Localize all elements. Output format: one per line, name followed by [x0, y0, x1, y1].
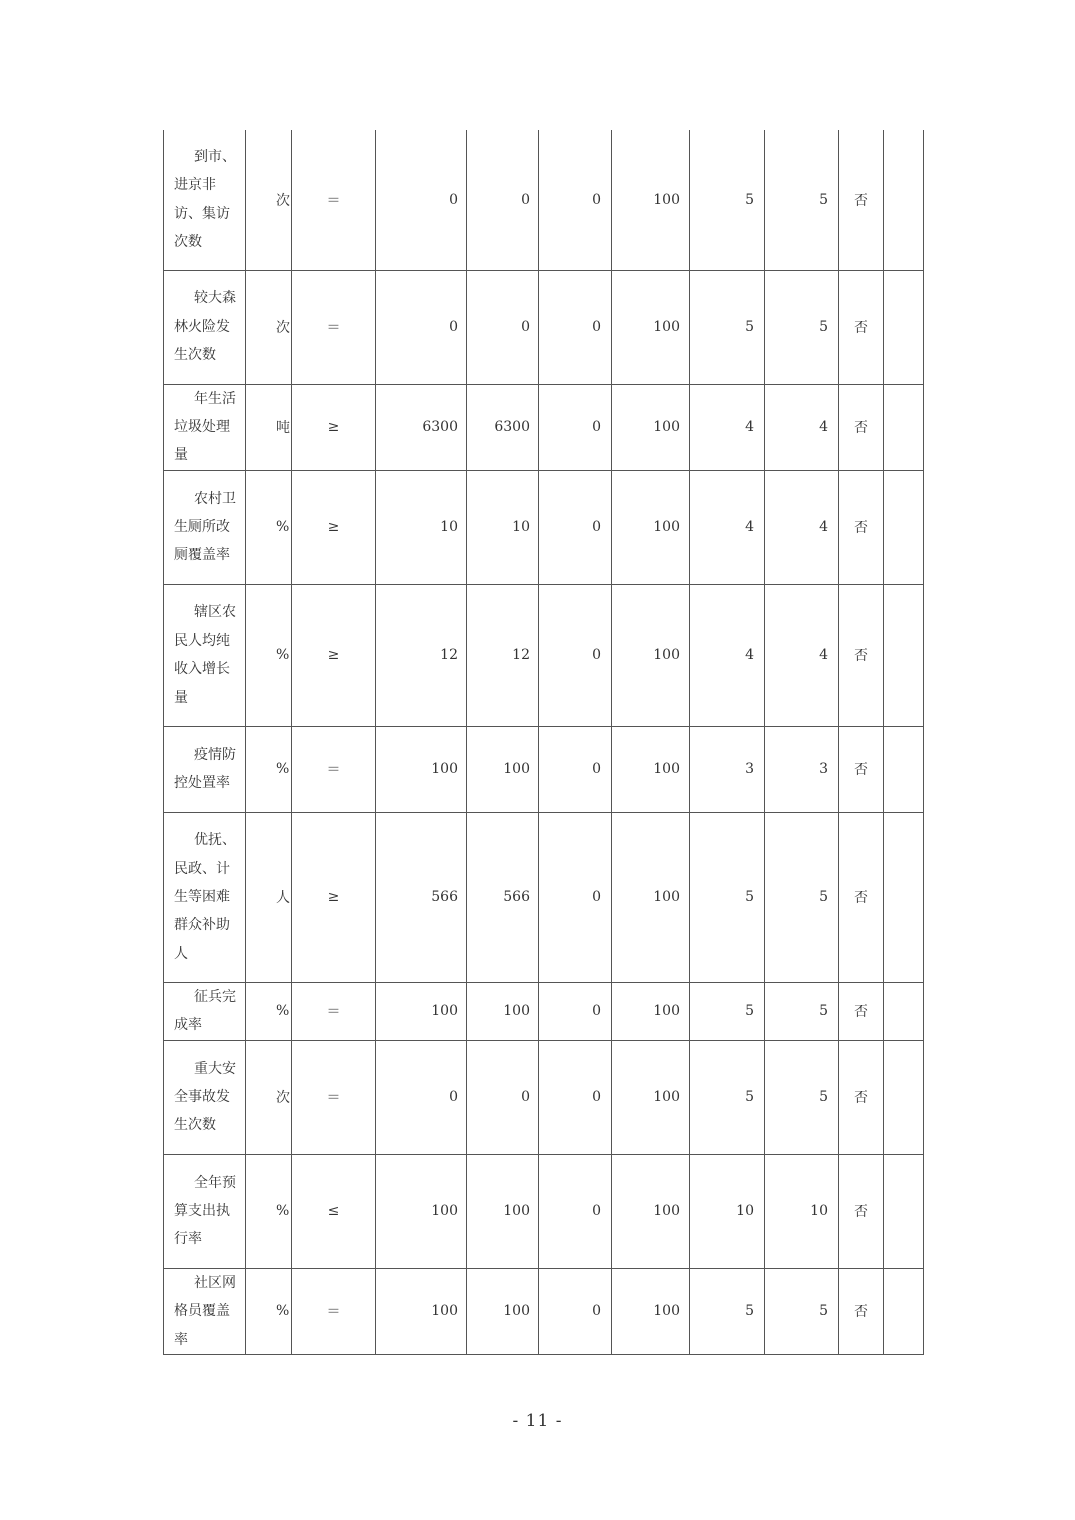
- target-value-cell: 0: [376, 270, 467, 384]
- table-row: [164, 470, 924, 584]
- score-cell: 5: [765, 1040, 839, 1154]
- deduction-flag-cell: 否: [839, 726, 884, 812]
- target-value-cell: 100: [376, 1268, 467, 1354]
- unit-cell: %: [246, 584, 292, 726]
- value-cell: 0: [539, 1268, 612, 1354]
- weight-cell: 5: [690, 1268, 765, 1354]
- operator-cell: ≤: [292, 1154, 376, 1268]
- score-cell: 5: [765, 982, 839, 1040]
- weight-cell: 10: [690, 1154, 765, 1268]
- value-cell: 0: [539, 812, 612, 982]
- indicator-name-cell: 年生活垃圾处理量: [164, 384, 246, 470]
- target-value-cell: 0: [376, 1040, 467, 1154]
- performance-indicator-table: [163, 130, 924, 1355]
- actual-value-cell: 0: [467, 130, 539, 270]
- remarks-cell: [884, 982, 924, 1040]
- value-cell: 100: [612, 584, 690, 726]
- remarks-cell: [884, 726, 924, 812]
- table-row: [164, 584, 924, 726]
- weight-cell: 5: [690, 270, 765, 384]
- score-cell: 4: [765, 384, 839, 470]
- remarks-cell: [884, 1268, 924, 1354]
- remarks-cell: [884, 584, 924, 726]
- remarks-cell: [884, 270, 924, 384]
- table-row: [164, 726, 924, 812]
- operator-cell: ＝: [292, 726, 376, 812]
- weight-cell: 3: [690, 726, 765, 812]
- actual-value-cell: 100: [467, 726, 539, 812]
- actual-value-cell: 12: [467, 584, 539, 726]
- deduction-flag-cell: 否: [839, 130, 884, 270]
- table-row: [164, 1154, 924, 1268]
- value-cell: 100: [612, 982, 690, 1040]
- score-cell: 5: [765, 130, 839, 270]
- actual-value-cell: 0: [467, 270, 539, 384]
- value-cell: 100: [612, 384, 690, 470]
- unit-cell: 次: [246, 130, 292, 270]
- operator-cell: ＝: [292, 270, 376, 384]
- indicator-name-cell: 全年预算支出执行率: [164, 1154, 246, 1268]
- value-cell: 100: [612, 270, 690, 384]
- indicator-name-cell: 社区网格员覆盖率: [164, 1268, 246, 1354]
- actual-value-cell: 6300: [467, 384, 539, 470]
- target-value-cell: 10: [376, 470, 467, 584]
- table-row: [164, 812, 924, 982]
- unit-cell: %: [246, 470, 292, 584]
- indicator-name-cell: 农村卫生厕所改厕覆盖率: [164, 470, 246, 584]
- table-row: [164, 1268, 924, 1354]
- unit-cell: %: [246, 726, 292, 812]
- score-cell: 4: [765, 584, 839, 726]
- weight-cell: 5: [690, 982, 765, 1040]
- target-value-cell: 0: [376, 130, 467, 270]
- table-row: [164, 1040, 924, 1154]
- weight-cell: 5: [690, 812, 765, 982]
- actual-value-cell: 0: [467, 1040, 539, 1154]
- operator-cell: ＝: [292, 982, 376, 1040]
- actual-value-cell: 100: [467, 1268, 539, 1354]
- unit-cell: 次: [246, 1040, 292, 1154]
- table-row: [164, 130, 924, 270]
- actual-value-cell: 100: [467, 982, 539, 1040]
- target-value-cell: 100: [376, 1154, 467, 1268]
- remarks-cell: [884, 812, 924, 982]
- value-cell: 0: [539, 1154, 612, 1268]
- deduction-flag-cell: 否: [839, 470, 884, 584]
- score-cell: 3: [765, 726, 839, 812]
- actual-value-cell: 566: [467, 812, 539, 982]
- value-cell: 0: [539, 1040, 612, 1154]
- operator-cell: ＝: [292, 1268, 376, 1354]
- weight-cell: 5: [690, 130, 765, 270]
- remarks-cell: [884, 470, 924, 584]
- table-row: [164, 982, 924, 1040]
- indicator-name-cell: 征兵完成率: [164, 982, 246, 1040]
- actual-value-cell: 100: [467, 1154, 539, 1268]
- value-cell: 0: [539, 384, 612, 470]
- score-cell: 10: [765, 1154, 839, 1268]
- score-cell: 5: [765, 1268, 839, 1354]
- unit-cell: 人: [246, 812, 292, 982]
- unit-cell: %: [246, 1268, 292, 1354]
- value-cell: 0: [539, 982, 612, 1040]
- value-cell: 0: [539, 470, 612, 584]
- table-row: [164, 270, 924, 384]
- weight-cell: 4: [690, 584, 765, 726]
- remarks-cell: [884, 1154, 924, 1268]
- weight-cell: 5: [690, 1040, 765, 1154]
- unit-cell: 吨: [246, 384, 292, 470]
- weight-cell: 4: [690, 470, 765, 584]
- indicator-name-cell: 辖区农民人均纯收入增长量: [164, 584, 246, 726]
- weight-cell: 4: [690, 384, 765, 470]
- page-number: - 11 -: [512, 1411, 563, 1431]
- deduction-flag-cell: 否: [839, 384, 884, 470]
- deduction-flag-cell: 否: [839, 1268, 884, 1354]
- score-cell: 5: [765, 812, 839, 982]
- indicator-name-cell: 较大森林火险发生次数: [164, 270, 246, 384]
- deduction-flag-cell: 否: [839, 982, 884, 1040]
- value-cell: 0: [539, 270, 612, 384]
- indicator-name-cell: 优抚、民政、计生等困难群众补助人: [164, 812, 246, 982]
- value-cell: 100: [612, 812, 690, 982]
- score-cell: 5: [765, 270, 839, 384]
- target-value-cell: 100: [376, 982, 467, 1040]
- deduction-flag-cell: 否: [839, 584, 884, 726]
- value-cell: 100: [612, 130, 690, 270]
- remarks-cell: [884, 1040, 924, 1154]
- target-value-cell: 100: [376, 726, 467, 812]
- value-cell: 0: [539, 130, 612, 270]
- remarks-cell: [884, 130, 924, 270]
- indicator-name-cell: 到市、进京非访、集访次数: [164, 130, 246, 270]
- unit-cell: 次: [246, 270, 292, 384]
- operator-cell: ＝: [292, 1040, 376, 1154]
- remarks-cell: [884, 384, 924, 470]
- operator-cell: ≥: [292, 470, 376, 584]
- target-value-cell: 6300: [376, 384, 467, 470]
- value-cell: 0: [539, 726, 612, 812]
- value-cell: 100: [612, 1154, 690, 1268]
- deduction-flag-cell: 否: [839, 812, 884, 982]
- operator-cell: ≥: [292, 812, 376, 982]
- indicator-name-cell: 重大安全事故发生次数: [164, 1040, 246, 1154]
- target-value-cell: 12: [376, 584, 467, 726]
- operator-cell: ＝: [292, 130, 376, 270]
- deduction-flag-cell: 否: [839, 270, 884, 384]
- table-row: [164, 384, 924, 470]
- unit-cell: %: [246, 1154, 292, 1268]
- target-value-cell: 566: [376, 812, 467, 982]
- value-cell: 100: [612, 1268, 690, 1354]
- deduction-flag-cell: 否: [839, 1040, 884, 1154]
- value-cell: 0: [539, 584, 612, 726]
- operator-cell: ≥: [292, 584, 376, 726]
- indicator-name-cell: 疫情防控处置率: [164, 726, 246, 812]
- deduction-flag-cell: 否: [839, 1154, 884, 1268]
- value-cell: 100: [612, 470, 690, 584]
- actual-value-cell: 10: [467, 470, 539, 584]
- value-cell: 100: [612, 726, 690, 812]
- value-cell: 100: [612, 1040, 690, 1154]
- score-cell: 4: [765, 470, 839, 584]
- operator-cell: ≥: [292, 384, 376, 470]
- unit-cell: %: [246, 982, 292, 1040]
